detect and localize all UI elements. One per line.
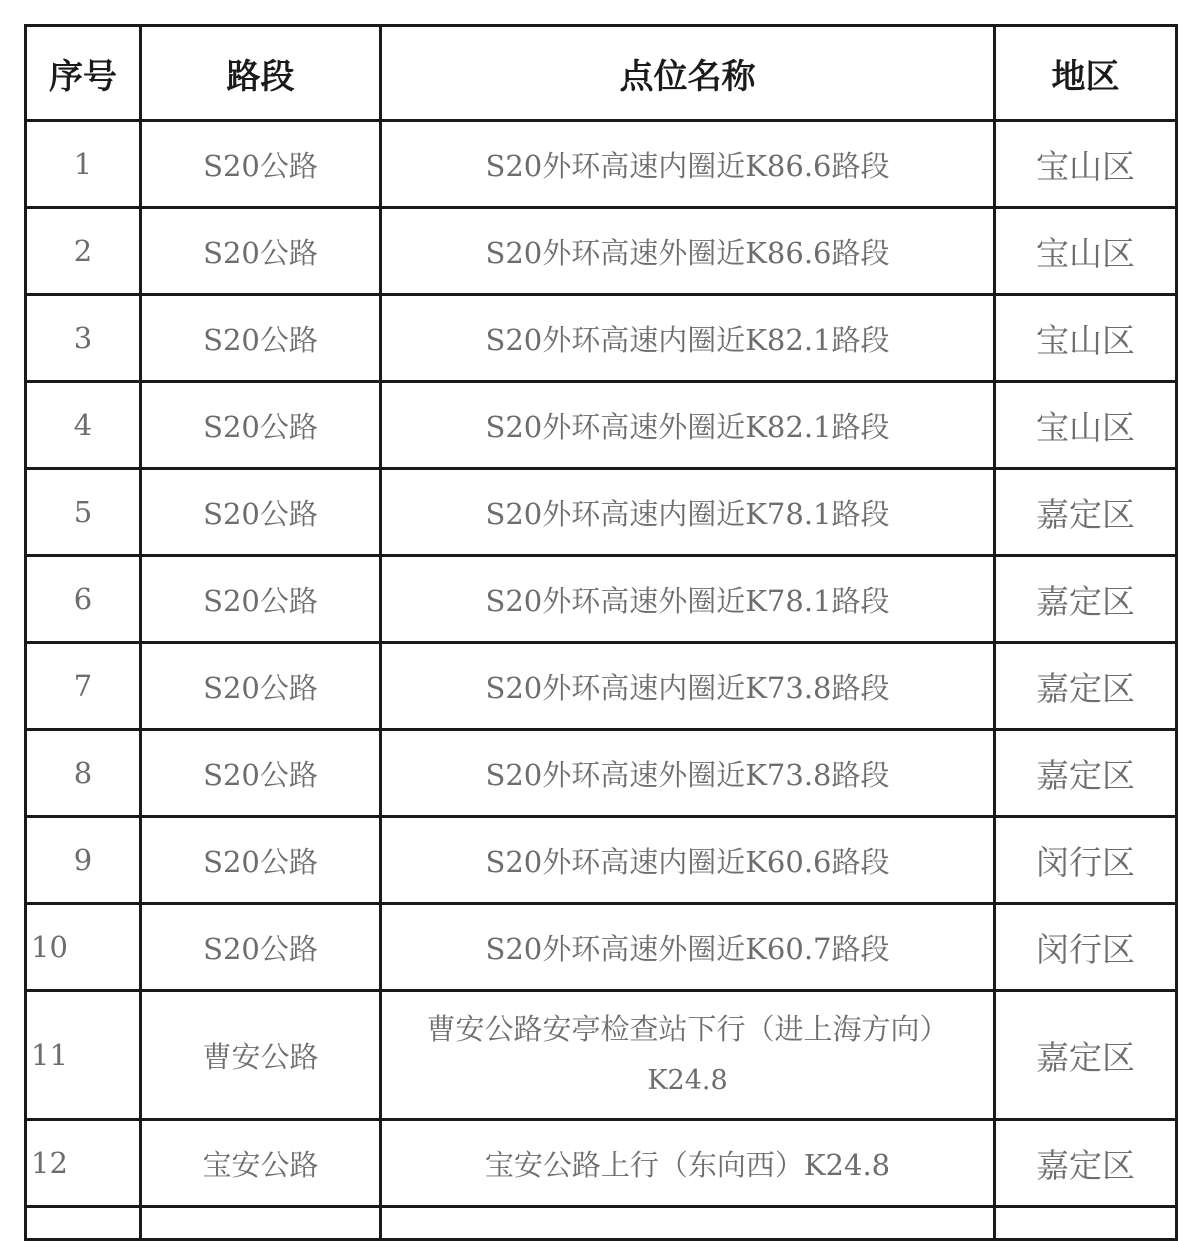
cell-road: S20公路 xyxy=(141,208,381,295)
cell-road: S20公路 xyxy=(141,904,381,991)
header-road-section: 路段 xyxy=(141,26,381,121)
table-header-row xyxy=(26,26,1177,121)
header-district: 地区 xyxy=(995,26,1177,121)
cell-district: 嘉定区 xyxy=(995,469,1177,556)
cell-serial-number: 9 xyxy=(26,817,141,904)
cell-road: S20公路 xyxy=(141,121,381,208)
table-row xyxy=(26,295,1177,382)
cell-serial-number: 1 xyxy=(26,121,141,208)
header-location-name: 点位名称 xyxy=(381,26,995,121)
cell-district: 宝山区 xyxy=(995,382,1177,469)
table-row-partial xyxy=(26,1207,1177,1240)
cell-district: 嘉定区 xyxy=(995,556,1177,643)
cell-serial-number: 4 xyxy=(26,382,141,469)
cell-serial-number: 12 xyxy=(26,1120,141,1207)
cell-road: S20公路 xyxy=(141,730,381,817)
cell-road: S20公路 xyxy=(141,556,381,643)
cell-location: S20外环高速内圈近K60.6路段 xyxy=(381,817,995,904)
cell-location: S20外环高速内圈近K82.1路段 xyxy=(381,295,995,382)
cell-road: S20公路 xyxy=(141,817,381,904)
cell-serial-number: 3 xyxy=(26,295,141,382)
cell-serial-number: 6 xyxy=(26,556,141,643)
cell-district: 嘉定区 xyxy=(995,643,1177,730)
header-serial-number: 序号 xyxy=(26,26,141,121)
table-row xyxy=(26,730,1177,817)
cell-location: S20外环高速外圈近K78.1路段 xyxy=(381,556,995,643)
table-row xyxy=(26,643,1177,730)
cell-district: 嘉定区 xyxy=(995,1120,1177,1207)
enforcement-points-table xyxy=(24,24,1178,1241)
cell-location xyxy=(381,991,995,1120)
cell-serial-number: 5 xyxy=(26,469,141,556)
cell-empty xyxy=(381,1207,995,1240)
cell-location: S20外环高速外圈近K73.8路段 xyxy=(381,730,995,817)
cell-location: S20外环高速外圈近K86.6路段 xyxy=(381,208,995,295)
cell-road: 曹安公路 xyxy=(141,991,381,1120)
cell-serial-number: 2 xyxy=(26,208,141,295)
cell-serial-number: 7 xyxy=(26,643,141,730)
cell-location: S20外环高速外圈近K60.7路段 xyxy=(381,904,995,991)
cell-location: S20外环高速外圈近K82.1路段 xyxy=(381,382,995,469)
cell-serial-number: 11 xyxy=(26,991,141,1120)
cell-road: S20公路 xyxy=(141,295,381,382)
table-row xyxy=(26,904,1177,991)
table-row xyxy=(26,208,1177,295)
cell-serial-number: 10 xyxy=(26,904,141,991)
cell-district: 嘉定区 xyxy=(995,730,1177,817)
table-row xyxy=(26,991,1177,1120)
cell-location-line2: K24.8 xyxy=(647,1065,728,1096)
cell-location-line1: 曹安公路安亭检查站下行（进上海方向） xyxy=(426,1012,949,1046)
table-row xyxy=(26,382,1177,469)
cell-district: 宝山区 xyxy=(995,121,1177,208)
cell-road: 宝安公路 xyxy=(141,1120,381,1207)
cell-district: 宝山区 xyxy=(995,208,1177,295)
cell-empty xyxy=(26,1207,141,1240)
cell-road: S20公路 xyxy=(141,643,381,730)
cell-district: 嘉定区 xyxy=(995,991,1177,1120)
cell-district: 闵行区 xyxy=(995,817,1177,904)
cell-serial-number: 8 xyxy=(26,730,141,817)
cell-empty xyxy=(141,1207,381,1240)
cell-location: 宝安公路上行（东向西）K24.8 xyxy=(381,1120,995,1207)
table-row xyxy=(26,817,1177,904)
cell-district: 宝山区 xyxy=(995,295,1177,382)
cell-road: S20公路 xyxy=(141,469,381,556)
cell-location: S20外环高速内圈近K86.6路段 xyxy=(381,121,995,208)
cell-location: S20外环高速内圈近K73.8路段 xyxy=(381,643,995,730)
cell-road: S20公路 xyxy=(141,382,381,469)
table-row xyxy=(26,1120,1177,1207)
cell-empty xyxy=(995,1207,1177,1240)
cell-district: 闵行区 xyxy=(995,904,1177,991)
table-row xyxy=(26,469,1177,556)
cell-location: S20外环高速内圈近K78.1路段 xyxy=(381,469,995,556)
table-row xyxy=(26,121,1177,208)
table-row xyxy=(26,556,1177,643)
